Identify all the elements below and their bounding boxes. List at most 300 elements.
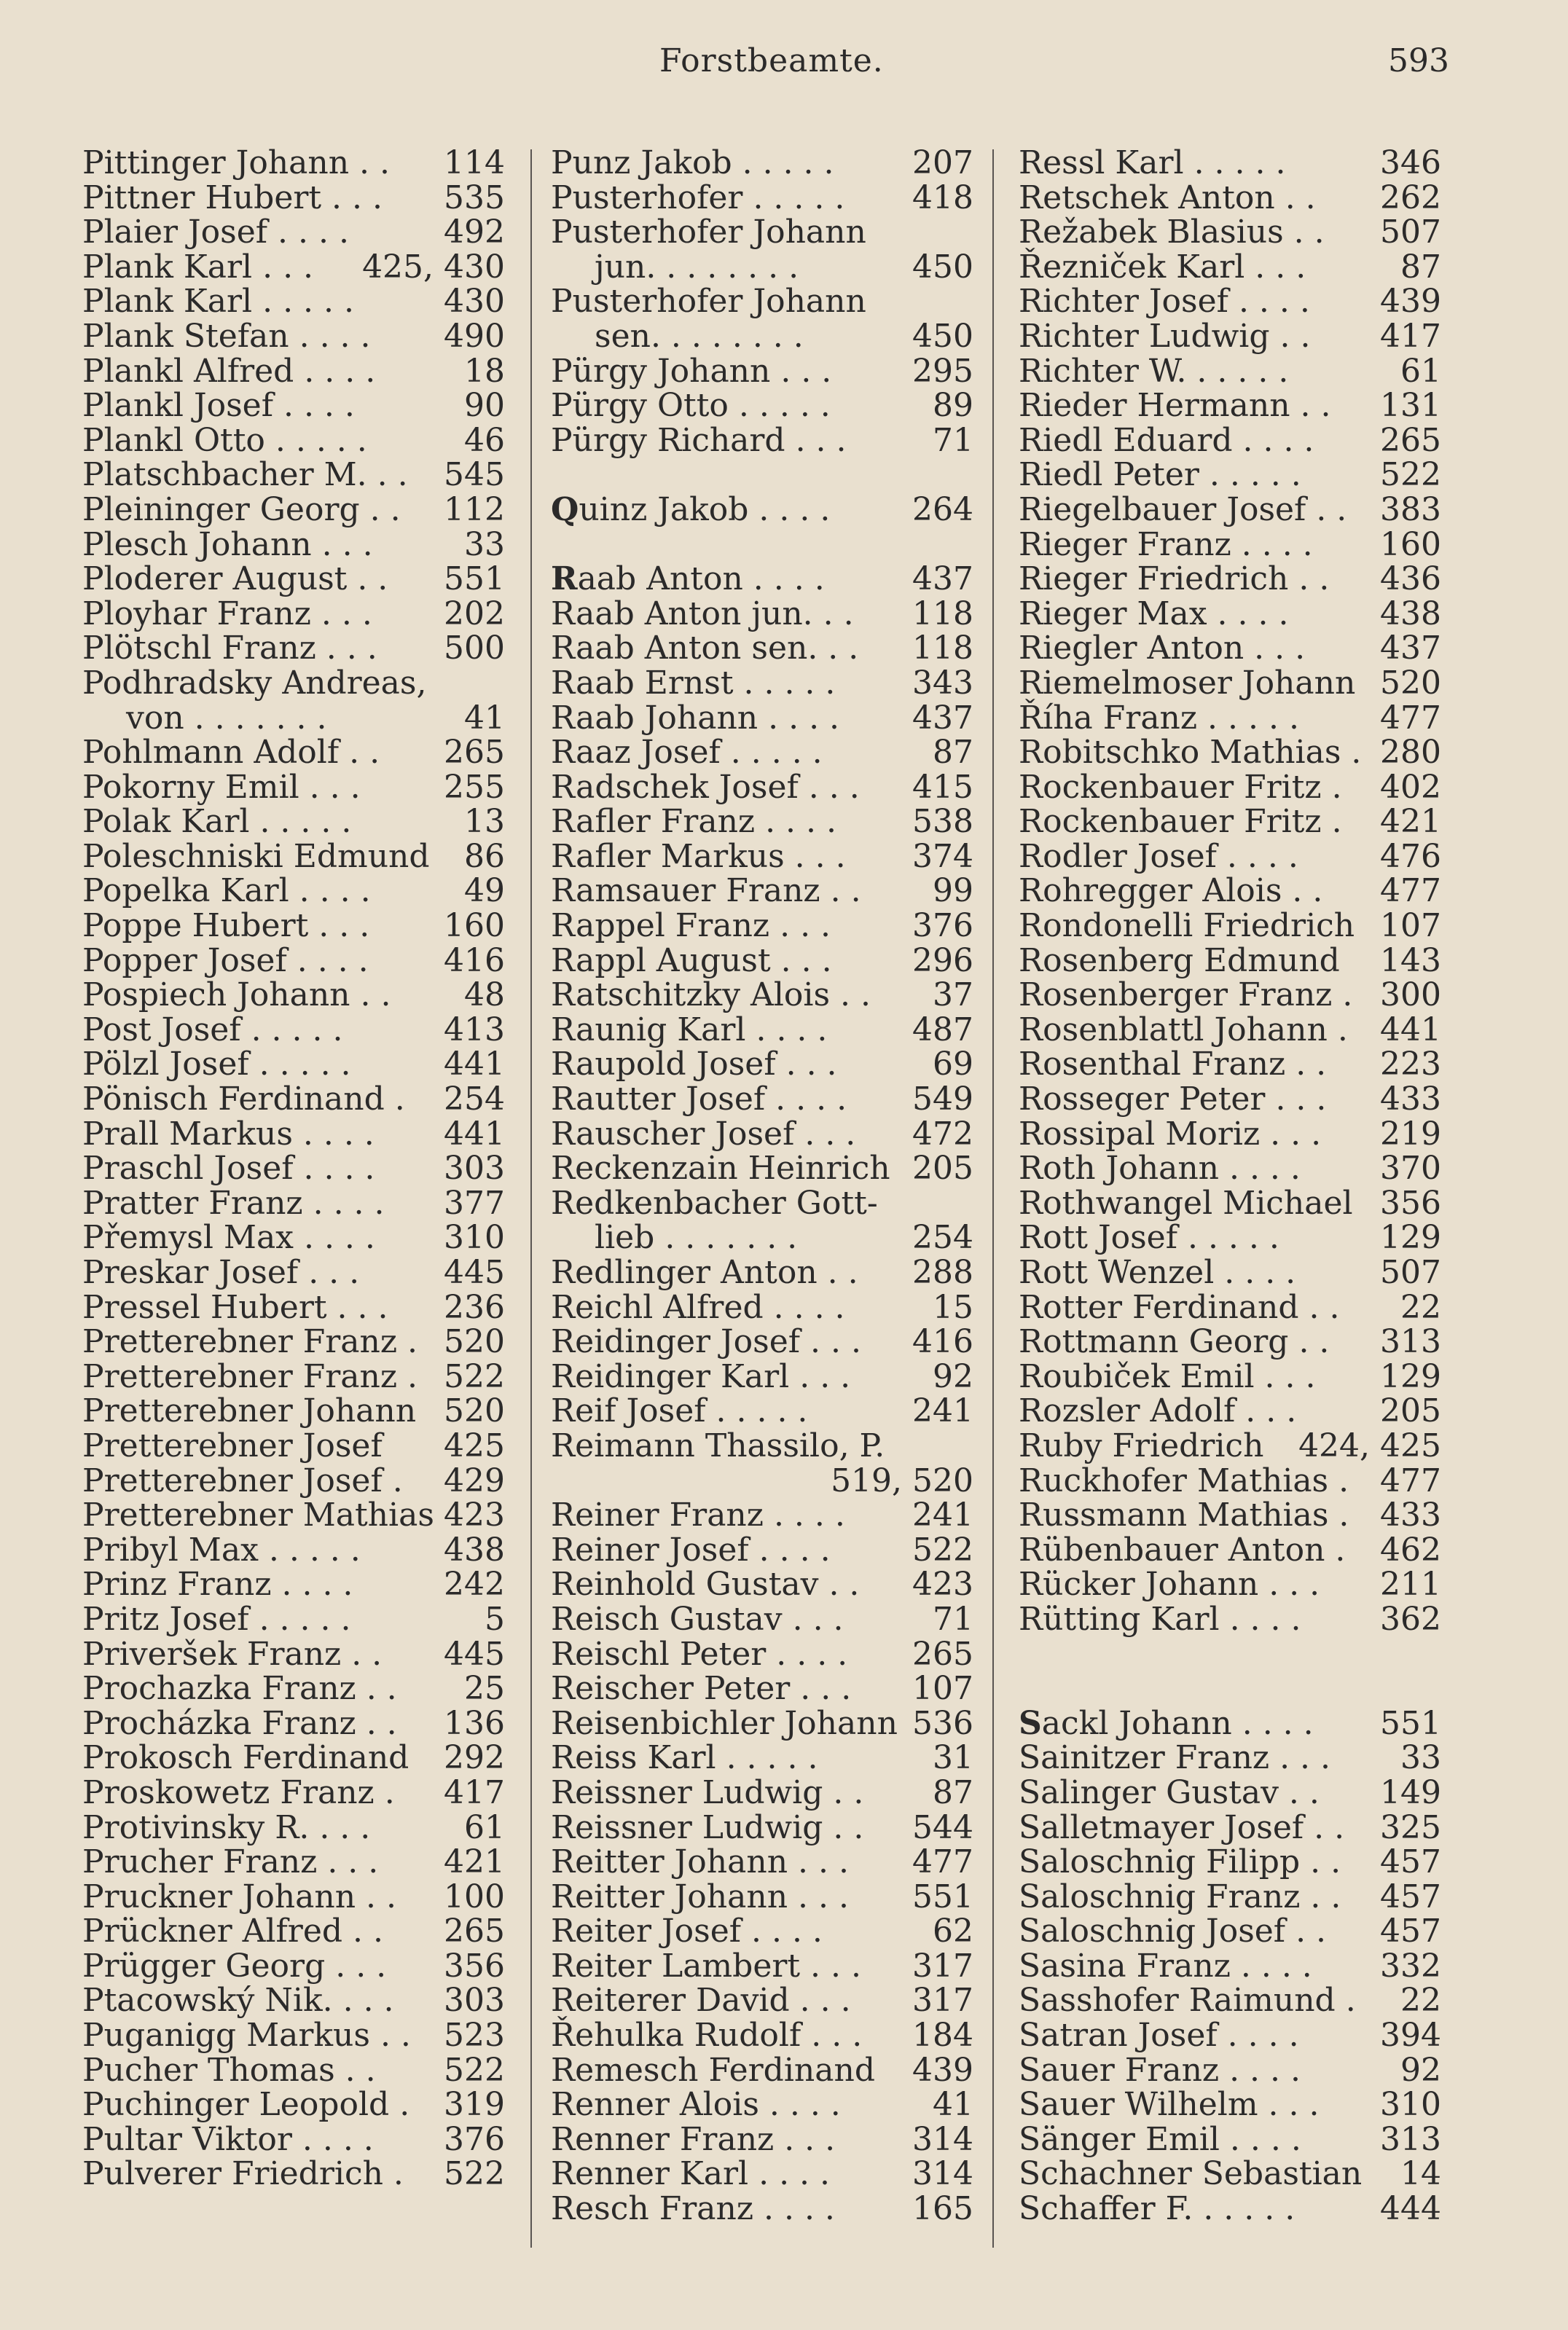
index-entry [1019,1773,1441,1811]
entry-page-ref: 325 [1380,1808,1441,1846]
entry-page-ref: 535 [444,179,505,216]
entry-page-ref: 22 [1400,1982,1441,2020]
entry-page-ref: 300 [1380,976,1441,1014]
entry-name: Reidinger Josef . . . [551,1323,861,1361]
index-entry [551,1464,973,1499]
entry-page-ref: 86 [464,837,505,875]
entry-page-ref: 319 [444,2086,505,2124]
entry-page-ref: 205 [1380,1392,1441,1430]
index-entry [82,1357,505,1395]
entry-page-ref: 425, 430 [362,248,505,286]
entry-name: Saloschnig Franz . . [1019,1878,1341,1915]
index-entry [82,874,505,909]
entry-name: Ploderer August . . [82,560,388,598]
index-entry [82,1186,505,1221]
entry-name: Rosseger Peter . . . [1019,1080,1327,1118]
entry-page-ref: 450 [912,317,973,355]
index-entry [82,1533,505,1568]
entry-name: Plankl Otto . . . . . [82,421,367,459]
entry-page-ref: 280 [1380,734,1441,772]
index-entry [1019,631,1441,666]
entry-page-ref: 416 [444,941,505,979]
entry-page-ref: 292 [444,1739,505,1777]
entry-name: Pusterhofer Johann [551,213,866,251]
entry-page-ref: 118 [912,595,973,632]
entry-name: Reinhold Gustav . . [551,1566,860,1604]
entry-name: jun. . . . . . . . [595,248,799,286]
index-entry [1019,458,1441,493]
entry-name: Puchinger Leopold . [82,2086,410,2124]
entry-page-ref: 522 [912,1531,973,1569]
entry-page-ref: 421 [444,1843,505,1881]
entry-page-ref: 522 [444,1357,505,1395]
index-entry [82,1013,505,1048]
index-entry [551,770,973,805]
entry-page-ref: 425 [444,1427,505,1464]
index-entry [1019,1498,1441,1533]
entry-page-ref: 487 [912,1011,973,1048]
entry-name: Rieger Friedrich . . [1019,560,1330,598]
entry-name: Raab Anton sen. . . [551,629,859,667]
entry-page-ref: 254 [912,1219,973,1257]
index-entry [551,1706,973,1741]
index-entry [551,874,973,909]
entry-name: Rappl August . . . [551,941,832,979]
entry-name: Salinger Gustav . . [1019,1773,1320,1811]
entry-page-ref: 242 [444,1566,505,1604]
index-entry [551,1220,973,1255]
entry-name: Rauscher Josef . . . [551,1115,856,1153]
entry-page-ref: 92 [933,1357,973,1395]
entry-page-ref: 476 [1380,837,1441,875]
entry-page-ref: 69 [933,1046,973,1083]
index-entry [1019,2018,1441,2053]
entry-name: Sänger Emil . . . . [1019,2120,1301,2158]
index-entry [82,1706,505,1741]
entry-page-ref: 538 [912,803,973,841]
index-entry [82,490,505,528]
entry-page-ref: 477 [912,1843,973,1881]
index-entry [82,1325,505,1360]
entry-page-ref: 433 [1380,1080,1441,1118]
index-entry [1019,1151,1441,1186]
index-entry [82,701,505,736]
entry-name: Rothwangel Michael [1019,1184,1353,1222]
index-entry [551,1880,973,1915]
entry-name: Plaier Josef . . . . [82,213,349,251]
entry-name: Platschbacher M. . . [82,456,408,494]
entry-page-ref: 71 [933,1600,973,1638]
index-entry [551,941,973,979]
entry-name: Puganigg Markus . . [82,2017,411,2055]
entry-name: Pohlmann Adolf . . [82,734,380,772]
entry-name: Post Josef . . . . . [82,1011,343,1048]
entry-name: Richter W. . . . . . [1019,352,1289,390]
index-entry [551,2087,973,2122]
entry-page-ref: 423 [444,1497,505,1534]
index-entry [1019,1533,1441,1568]
entry-name: Popelka Karl . . . . [82,872,371,910]
entry-page-ref: 288 [912,1254,973,1291]
index-entry [82,388,505,423]
entry-name: Řezniček Karl . . . [1019,248,1306,286]
entry-name: Renner Franz . . . [551,2120,836,2158]
entry-name: Rottmann Georg . . [1019,1323,1330,1361]
index-entry [82,978,505,1013]
index-entry [551,1741,973,1776]
entry-page-ref: 477 [1380,1462,1441,1499]
index-entry [82,527,505,562]
entry-page-ref: 89 [933,387,973,425]
entry-name: Reiterer David . . . [551,1982,851,2020]
entry-name: Punz Jakob . . . . . [551,144,834,181]
entry-page-ref: 92 [1400,2051,1441,2089]
index-entry [551,1949,973,1984]
entry-page-ref: 241 [912,1497,973,1534]
entry-name: Raab Johann . . . . [551,699,840,737]
index-entry [82,1808,505,1846]
entry-page-ref: 33 [464,525,505,563]
index-entry [82,1290,505,1325]
entry-name: Prokosch Ferdinand [82,1739,409,1777]
page-number: 593 [1388,42,1449,79]
entry-page-ref: 519, 520 [831,1462,973,1499]
entry-name: Rieger Max . . . . [1019,595,1289,632]
entry-name: Prügger Georg . . . [82,1947,387,1985]
index-entry [551,1773,973,1811]
entry-name: Rafler Markus . . . [551,837,846,875]
entry-name: Pressel Hubert . . . [82,1288,388,1326]
entry-name: Prückner Alfred . . [82,1913,383,1950]
entry-page-ref: 421 [1380,803,1441,841]
entry-page-ref: 33 [1400,1739,1441,1777]
entry-name: Schachner Sebastian [1019,2155,1363,2193]
index-entry [1019,770,1441,805]
entry-name: Pulverer Friedrich . [82,2155,404,2193]
index-entry [1019,562,1441,597]
entry-page-ref: 160 [444,907,505,945]
entry-name: Rappel Franz . . . [551,907,831,945]
index-entry [551,423,973,458]
index-entry [551,1117,973,1152]
index-entry [1019,146,1441,181]
entry-name: Raunig Karl . . . . [551,1011,828,1048]
entry-name: Saloschnig Filipp . . [1019,1843,1341,1881]
index-entry [551,562,973,597]
entry-page-ref: 62 [933,1913,973,1950]
index-entry [1019,1394,1441,1429]
column-divider [992,149,994,2248]
entry-page-ref: 374 [912,837,973,875]
entry-name: Sasshofer Raimund . [1019,1982,1356,2020]
entry-page-ref: 522 [444,2155,505,2193]
entry-page-ref: 317 [912,1947,973,1985]
index-entry [1019,1845,1441,1880]
index-entry [1019,597,1441,632]
entry-name: Sauer Wilhelm . . . [1019,2086,1320,2124]
entry-page-ref: 295 [912,352,973,390]
entry-name: Pleininger Georg . . [82,490,401,528]
index-entry [551,181,973,216]
entry-name: Pönisch Ferdinand . [82,1080,405,1118]
entry-name: Plesch Johann . . . [82,525,373,563]
index-entry [551,284,973,319]
index-entry [1019,250,1441,285]
entry-name: Renner Karl . . . . [551,2155,831,2193]
entry-name: von . . . . . . . [126,699,327,737]
entry-name: Rafler Franz . . . . [551,803,836,841]
index-entry [82,1082,505,1117]
index-entry [82,631,505,666]
index-entry [551,597,973,632]
index-entry [1019,1602,1441,1637]
entry-name: Richter Josef . . . . [1019,283,1310,321]
entry-name: Ramsauer Franz . . [551,872,861,910]
entry-name: Poppe Hubert . . . [82,907,370,945]
entry-name: Polak Karl . . . . . [82,803,352,841]
index-entry [1019,1255,1441,1290]
entry-name: Reitter Johann . . . [551,1878,849,1915]
entry-name: Rodler Josef . . . . [1019,837,1298,875]
index-entry [1019,735,1441,770]
entry-name: Rübenbauer Anton . [1019,1531,1346,1569]
entry-page-ref: 265 [1380,421,1441,459]
entry-page-ref: 418 [912,179,973,216]
entry-page-ref: 437 [912,560,973,598]
entry-name: Raab Ernst . . . . . [551,664,836,702]
index-entry [82,1464,505,1499]
index-entry [1019,874,1441,909]
index-entry [82,666,505,701]
entry-name: Pölzl Josef . . . . . [82,1046,351,1083]
section-gap [551,527,973,562]
index-entry [82,909,505,944]
entry-page-ref: 356 [444,1947,505,1985]
entry-name: Reimann Thassilo, P. [551,1427,885,1464]
entry-name: Pultar Viktor . . . . [82,2120,374,2158]
entry-page-ref: 445 [444,1635,505,1673]
entry-name: Prucher Franz . . . [82,1843,379,1881]
entry-name: Riedl Peter . . . . . [1019,456,1301,494]
entry-page-ref: 549 [912,1080,973,1118]
entry-name: Schaffer F. . . . . . [1019,2190,1295,2228]
index-entry [82,250,505,285]
entry-name: Pribyl Max . . . . . [82,1531,361,1569]
index-entry [1019,701,1441,736]
entry-page-ref: 383 [1380,490,1441,528]
entry-page-ref: 25 [464,1670,505,1708]
index-entry [551,1602,973,1637]
page-title: Forstbeamte. [659,42,884,79]
entry-page-ref: 545 [444,456,505,494]
index-entry [1019,284,1441,319]
entry-name: Reiner Franz . . . . [551,1497,845,1534]
index-entry [551,354,973,389]
entry-page-ref: 211 [1380,1566,1441,1604]
entry-name: Riedl Eduard . . . . [1019,421,1314,459]
index-entry [1019,2087,1441,2122]
entry-name: Pucher Thomas . . [82,2051,376,2089]
index-entry [551,1013,973,1048]
entry-name: Rossipal Moriz . . . [1019,1115,1322,1153]
index-entry [82,2053,505,2088]
entry-name: Pretterebner Josef [82,1427,383,1464]
index-entry [1019,2157,1441,2192]
index-entry [82,2087,505,2122]
index-entry [1019,978,1441,1013]
entry-page-ref: 107 [912,1670,973,1708]
entry-page-ref: 87 [1400,248,1441,286]
index-entry [551,2122,973,2157]
index-entry [1019,2192,1441,2227]
entry-page-ref: 477 [1380,699,1441,737]
index-entry [1019,1429,1441,1464]
entry-name: Praschl Josef . . . . [82,1150,375,1188]
entry-name: Sasina Franz . . . . [1019,1947,1312,1985]
index-entry [1019,490,1441,528]
index-entry [1019,1880,1441,1915]
entry-name: Quinz Jakob . . . . [551,490,831,528]
entry-page-ref: 536 [912,1704,973,1742]
entry-page-ref: 48 [464,976,505,1014]
entry-name: lieb . . . . . . . [595,1219,798,1257]
index-entry [551,1637,973,1672]
entry-name: Sauer Franz . . . . [1019,2051,1301,2089]
entry-name: Protivinsky R. . . . [82,1808,371,1846]
entry-name: Pürgy Johann . . . [551,352,832,390]
entry-page-ref: 490 [444,317,505,355]
entry-name: Salletmayer Josef . . [1019,1808,1345,1846]
entry-name: Plötschl Franz . . . [82,629,377,667]
entry-name: Poleschniski Edmund [82,837,430,875]
entry-name: Rütting Karl . . . . [1019,1600,1301,1638]
index-entry [1019,1808,1441,1846]
entry-page-ref: 149 [1380,1773,1441,1811]
entry-name: Prochazka Franz . . [82,1670,397,1708]
entry-name: Priveršek Franz . . [82,1635,383,1673]
index-entry [551,1255,973,1290]
entry-name: Pretterebner Mathias [82,1497,434,1534]
index-entry [551,1671,973,1706]
entry-name: Reif Josef . . . . . [551,1392,808,1430]
entry-page-ref: 165 [912,2190,973,2228]
entry-name: Reitter Johann . . . [551,1843,849,1881]
entry-page-ref: 462 [1380,1531,1441,1569]
index-entry [82,1117,505,1152]
index-entry [551,978,973,1013]
entry-name: Přemysl Max . . . . [82,1219,375,1257]
index-entry [82,562,505,597]
index-entry [82,354,505,389]
entry-name: Raab Anton . . . . [551,560,825,598]
index-entry [82,1914,505,1949]
entry-page-ref: 438 [444,1531,505,1569]
index-entry [551,1394,973,1429]
entry-name: Remesch Ferdinand [551,2051,875,2089]
index-entry [551,146,973,181]
entry-name: Ratschitzky Alois . . [551,976,871,1014]
entry-name: Plank Karl . . . [82,248,314,286]
entry-page-ref: 310 [1380,2086,1441,2124]
entry-name: Řehulka Rudolf . . . [551,2017,863,2055]
entry-name: Satran Josef . . . . [1019,2017,1299,2055]
entry-page-ref: 14 [1400,2155,1441,2193]
entry-page-ref: 265 [444,1913,505,1950]
index-entry [1019,839,1441,874]
entry-page-ref: 439 [912,2051,973,2089]
entry-page-ref: 444 [1380,2190,1441,2228]
index-entry [551,2053,973,2088]
entry-name: Saloschnig Josef . . [1019,1913,1327,1950]
entry-name: Roth Johann . . . . [1019,1150,1301,1188]
index-entry [1019,527,1441,562]
entry-page-ref: 87 [933,734,973,772]
entry-name: Ruby Friedrich [1019,1427,1264,1464]
entry-name: Rott Wenzel . . . . [1019,1254,1296,1291]
index-entry [551,215,973,250]
entry-page-ref: 296 [912,941,973,979]
index-entry [82,1845,505,1880]
index-entry [82,941,505,979]
index-entry [82,1047,505,1082]
index-entry [82,1602,505,1637]
entry-page-ref: 61 [1400,352,1441,390]
entry-page-ref: 523 [444,2017,505,2055]
index-entry [82,1637,505,1672]
entry-page-ref: 314 [912,2155,973,2193]
entry-page-ref: 112 [444,490,505,528]
index-entry [1019,1047,1441,1082]
entry-page-ref: 332 [1380,1947,1441,1985]
entry-name: Procházka Franz . . [82,1704,397,1742]
entry-name: Russmann Mathias . [1019,1497,1349,1534]
index-entry [551,909,973,944]
entry-name: Riegler Anton . . . [1019,629,1306,667]
index-entry [1019,1914,1441,1949]
entry-name: Rott Josef . . . . . [1019,1219,1279,1257]
entry-page-ref: 219 [1380,1115,1441,1153]
entry-name: Pritz Josef . . . . . [82,1600,351,1638]
index-entry [82,181,505,216]
index-entry [551,1498,973,1533]
index-entry [82,1949,505,1984]
index-entry [551,1845,973,1880]
entry-name: Popper Josef . . . . [82,941,369,979]
index-entry [1019,909,1441,944]
index-entry [1019,941,1441,979]
entry-name: Raupold Josef . . . [551,1046,837,1083]
index-entry [82,1220,505,1255]
entry-name: Pittinger Johann . . [82,144,390,181]
entry-page-ref: 314 [912,2120,973,2158]
entry-name: Raab Anton jun. . . [551,595,854,632]
entry-page-ref: 551 [1380,1704,1441,1742]
entry-page-ref: 13 [464,803,505,841]
entry-name: Richter Ludwig . . [1019,317,1311,355]
entry-page-ref: 343 [912,664,973,702]
entry-name: Rautter Josef . . . . [551,1080,847,1118]
entry-name: Redlinger Anton . . [551,1254,858,1291]
index-entry [1019,215,1441,250]
entry-page-ref: 439 [1380,283,1441,321]
index-entry [82,839,505,874]
entry-name: Rieger Franz . . . . [1019,525,1313,563]
index-entry [551,839,973,874]
entry-name: Reichl Alfred . . . . [551,1288,845,1326]
entry-page-ref: 87 [933,1773,973,1811]
entry-page-ref: 376 [444,2120,505,2158]
index-entry [1019,1220,1441,1255]
